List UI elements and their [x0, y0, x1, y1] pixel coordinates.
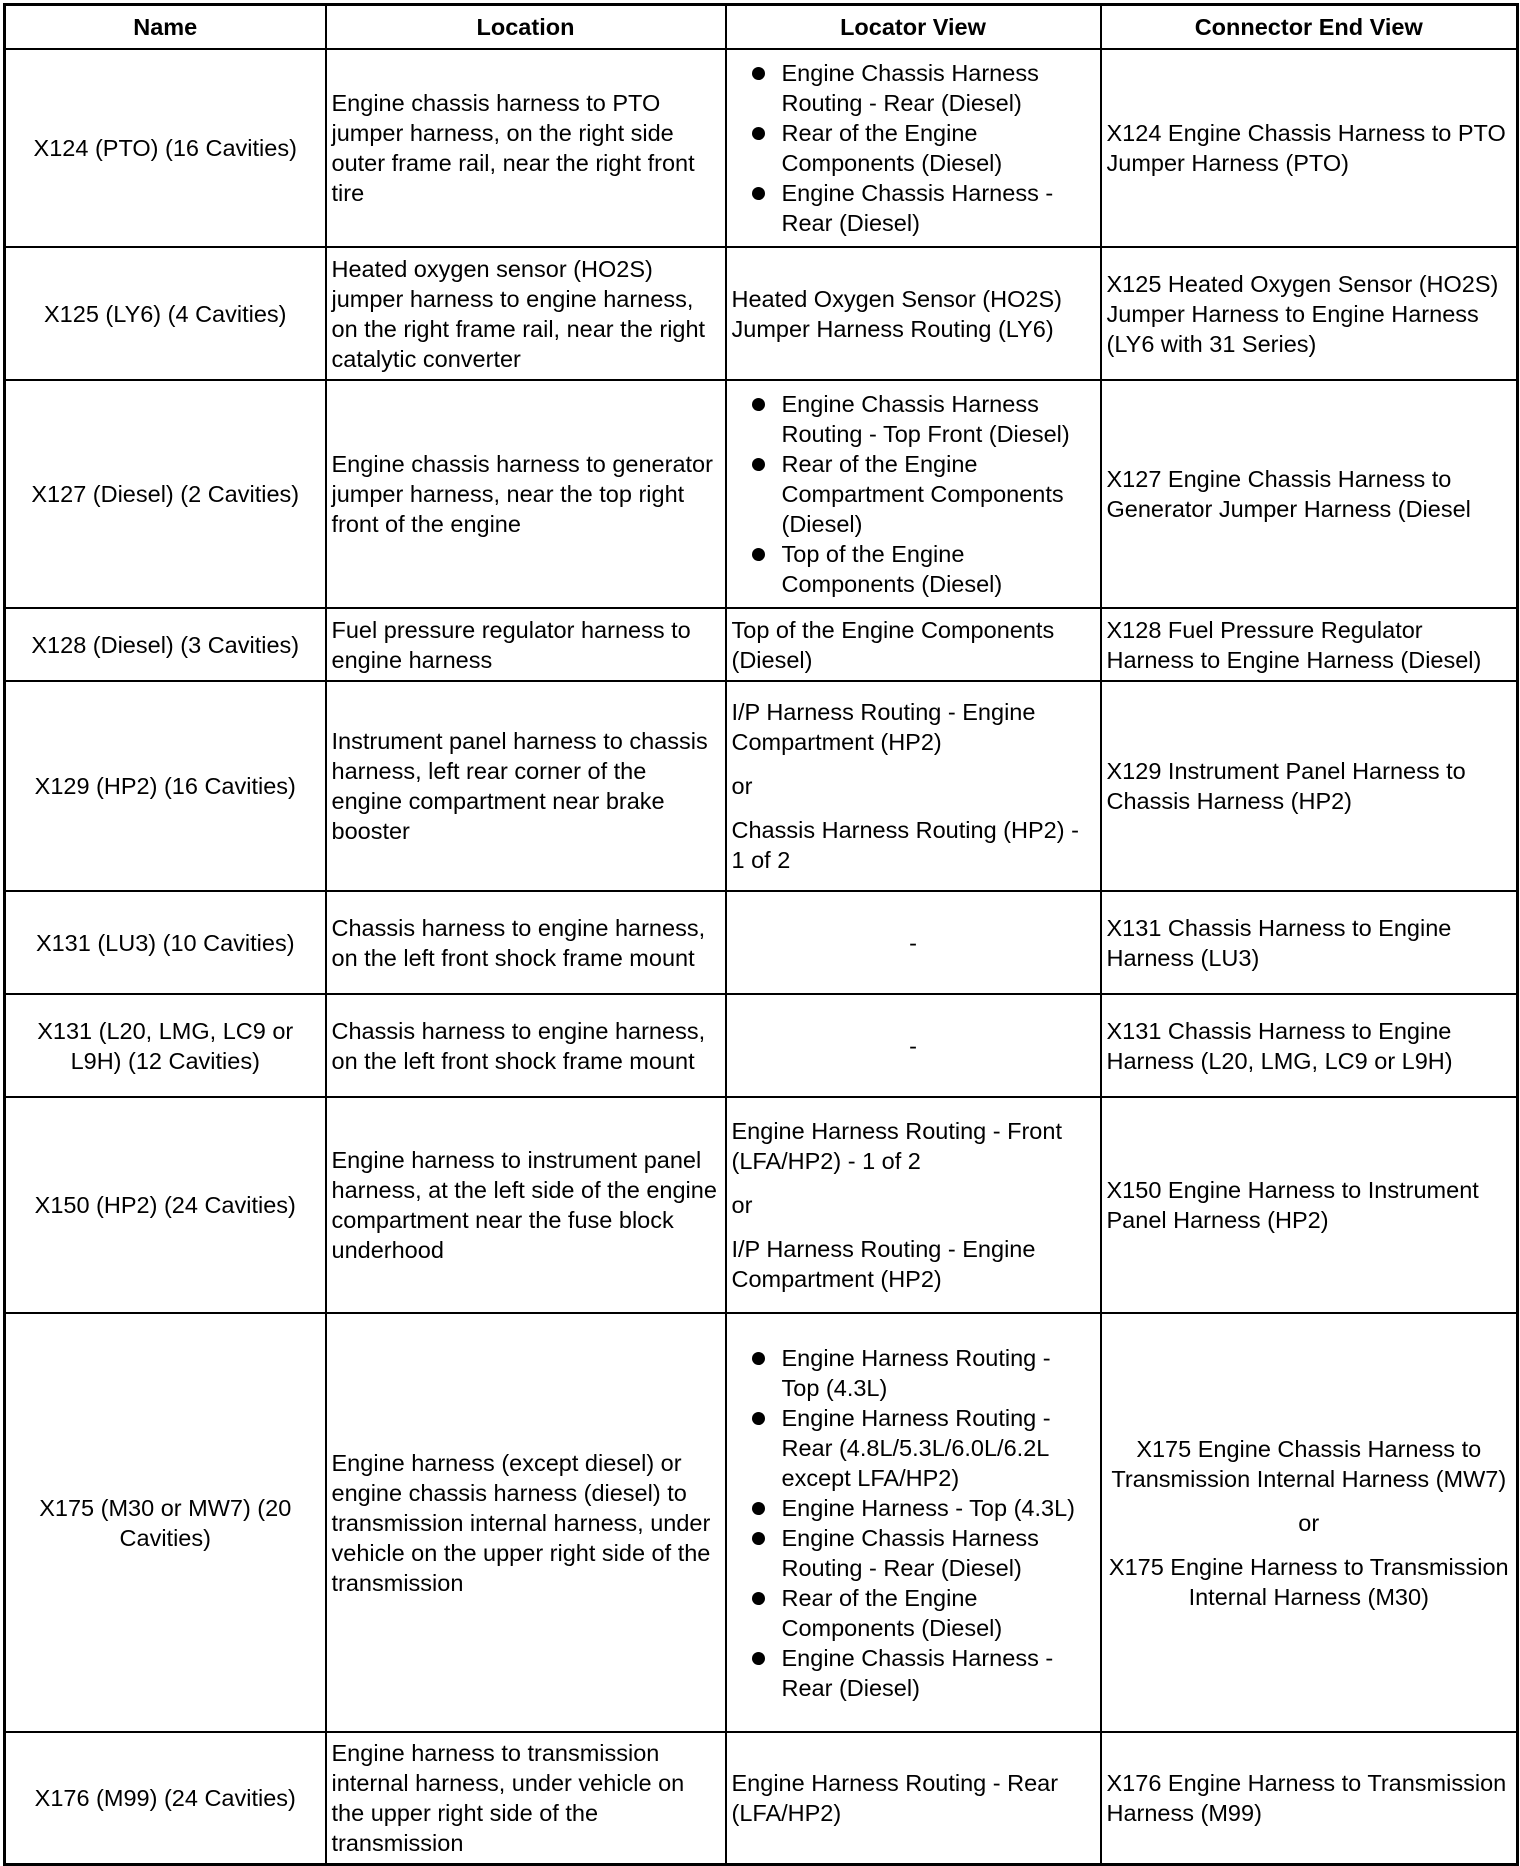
header-locator-view: Locator View: [726, 5, 1101, 50]
locator-list-item: Rear of the Engine Components (Diesel): [732, 118, 1095, 178]
locator-list-item: Engine Harness Routing - Top (4.3L): [732, 1343, 1095, 1403]
locator-separator: or: [731, 773, 753, 799]
cell-name: X176 (M99) (24 Cavities): [5, 1732, 326, 1864]
locator-text: Heated Oxygen Sensor (HO2S) Jumper Harness Routing (LY6): [731, 285, 1062, 342]
connector-text: X129 Instrument Panel Harness to Chassis Harness (HP2): [1106, 758, 1466, 814]
cell-location: Engine harness to transmission internal harness, under vehicle on the upper right side of the transmission: [326, 1732, 726, 1864]
table-row: [5, 1732, 1518, 1864]
locator-list-item: Engine Chassis Harness Routing - Top Front (Diesel): [732, 389, 1095, 449]
cell-location: Engine harness to instrument panel harness, at the left side of the engine compartment near the fuse block underhood: [326, 1097, 726, 1313]
table-row: [5, 380, 1518, 608]
locator-list-item: Engine Chassis Harness Routing - Rear (Diesel): [732, 1523, 1095, 1583]
cell-locator-view: [726, 1732, 1101, 1864]
header-name: Name: [5, 5, 326, 50]
connector-text: X127 Engine Chassis Harness to Generator Jumper Harness (Diesel: [1106, 466, 1471, 522]
locator-list-item: Engine Harness - Top (4.3L): [732, 1493, 1095, 1523]
connector-text: X150 Engine Harness to Instrument Panel Harness (HP2): [1106, 1177, 1479, 1233]
cell-name: X125 (LY6) (4 Cavities): [5, 247, 326, 380]
cell-name: X129 (HP2) (16 Cavities): [5, 681, 326, 891]
cell-name: X124 (PTO) (16 Cavities): [5, 49, 326, 247]
cell-locator-view: [726, 994, 1101, 1097]
locator-list: [732, 58, 1095, 238]
header-connector-end-view: Connector End View: [1101, 5, 1518, 50]
locator-separator: or: [731, 1192, 753, 1218]
connector-table: [3, 3, 1519, 1866]
connector-separator: or: [1298, 1509, 1320, 1536]
cell-location: Engine harness (except diesel) or engine chassis harness (diesel) to transmission internal harness, under vehicle on the upper right side of the transmission: [326, 1313, 726, 1732]
cell-connector-end-view: [1101, 247, 1518, 380]
cell-location: Fuel pressure regulator harness to engine harness: [326, 608, 726, 681]
cell-location: Instrument panel harness to chassis harness, left rear corner of the engine compartment near brake booster: [326, 681, 726, 891]
cell-locator-view: [726, 247, 1101, 380]
table-row: [5, 49, 1518, 247]
table-row: [5, 1097, 1518, 1313]
connector-text: X131 Chassis Harness to Engine Harness (L20, LMG, LC9 or L9H): [1106, 1017, 1453, 1074]
cell-name: X150 (HP2) (24 Cavities): [5, 1097, 326, 1313]
connector-text: X128 Fuel Pressure Regulator Harness to Engine Harness (Diesel): [1106, 616, 1482, 673]
cell-name: X131 (L20, LMG, LC9 or L9H) (12 Cavities): [5, 994, 326, 1097]
cell-name: X128 (Diesel) (3 Cavities): [5, 608, 326, 681]
cell-locator-view: [726, 891, 1101, 994]
cell-name: X127 (Diesel) (2 Cavities): [5, 380, 326, 608]
locator-text: Engine Harness Routing - Rear (LFA/HP2): [731, 1769, 1059, 1826]
cell-connector-end-view: [1101, 49, 1518, 247]
cell-location: Chassis harness to engine harness, on the left front shock frame mount: [326, 891, 726, 994]
locator-list: [732, 389, 1095, 599]
table-row: [5, 994, 1518, 1097]
locator-list-item: Top of the Engine Components (Diesel): [732, 539, 1095, 599]
connector-text: X175 Engine Harness to Transmission Internal Harness (M30): [1108, 1553, 1509, 1610]
cell-locator-view: [726, 1313, 1101, 1732]
connector-text: X175 Engine Chassis Harness to Transmission Internal Harness (MW7): [1111, 1435, 1507, 1492]
cell-location: Heated oxygen sensor (HO2S) jumper harness to engine harness, on the right frame rail, near the right catalytic converter: [326, 247, 726, 380]
cell-locator-view: [726, 49, 1101, 247]
connector-text: X124 Engine Chassis Harness to PTO Jumper Harness (PTO): [1106, 120, 1506, 176]
table-row: [5, 608, 1518, 681]
cell-connector-end-view: [1101, 891, 1518, 994]
cell-name: X175 (M30 or MW7) (20 Cavities): [5, 1313, 326, 1732]
locator-list: [732, 1343, 1095, 1703]
cell-locator-view: [726, 380, 1101, 608]
cell-connector-end-view: [1101, 380, 1518, 608]
locator-text: -: [909, 929, 917, 956]
table-row: [5, 681, 1518, 891]
cell-connector-end-view: [1101, 994, 1518, 1097]
locator-list-item: Rear of the Engine Components (Diesel): [732, 1583, 1095, 1643]
table-row: [5, 891, 1518, 994]
connector-text: X125 Heated Oxygen Sensor (HO2S) Jumper Harness to Engine Harness (LY6 with 31 Series): [1106, 270, 1499, 357]
connector-text: X131 Chassis Harness to Engine Harness (LU3): [1106, 914, 1452, 971]
cell-connector-end-view: [1101, 1313, 1518, 1732]
cell-name: X131 (LU3) (10 Cavities): [5, 891, 326, 994]
cell-locator-view: [726, 1097, 1101, 1313]
locator-list-item: Engine Chassis Harness - Rear (Diesel): [732, 178, 1095, 238]
table-row: [5, 1313, 1518, 1732]
cell-locator-view: [726, 608, 1101, 681]
locator-list-item: Engine Chassis Harness Routing - Rear (Diesel): [732, 58, 1095, 118]
cell-location: Engine chassis harness to PTO jumper harness, on the right side outer frame rail, near the right front tire: [326, 49, 726, 247]
cell-connector-end-view: [1101, 1732, 1518, 1864]
locator-text: Engine Harness Routing - Front (LFA/HP2) - 1 of 2: [731, 1118, 1062, 1174]
locator-text: -: [909, 1032, 917, 1059]
locator-list-item: Engine Chassis Harness - Rear (Diesel): [732, 1643, 1095, 1703]
cell-connector-end-view: [1101, 681, 1518, 891]
header-row: [5, 5, 1518, 50]
locator-text: I/P Harness Routing - Engine Compartment (HP2): [731, 699, 1036, 755]
locator-text: Top of the Engine Components (Diesel): [731, 616, 1055, 673]
cell-connector-end-view: [1101, 1097, 1518, 1313]
cell-locator-view: [726, 681, 1101, 891]
connector-text: X176 Engine Harness to Transmission Harness (M99): [1106, 1769, 1507, 1826]
table-body: [5, 49, 1518, 1864]
table-row: [5, 247, 1518, 380]
locator-list-item: Engine Harness Routing - Rear (4.8L/5.3L/6.0L/6.2L except LFA/HP2): [732, 1403, 1095, 1493]
header-location: Location: [326, 5, 726, 50]
locator-text: I/P Harness Routing - Engine Compartment (HP2): [731, 1236, 1036, 1292]
locator-list-item: Rear of the Engine Compartment Components (Diesel): [732, 449, 1095, 539]
cell-location: Chassis harness to engine harness, on the left front shock frame mount: [326, 994, 726, 1097]
cell-connector-end-view: [1101, 608, 1518, 681]
cell-location: Engine chassis harness to generator jumper harness, near the top right front of the engine: [326, 380, 726, 608]
locator-text: Chassis Harness Routing (HP2) - 1 of 2: [731, 817, 1079, 873]
